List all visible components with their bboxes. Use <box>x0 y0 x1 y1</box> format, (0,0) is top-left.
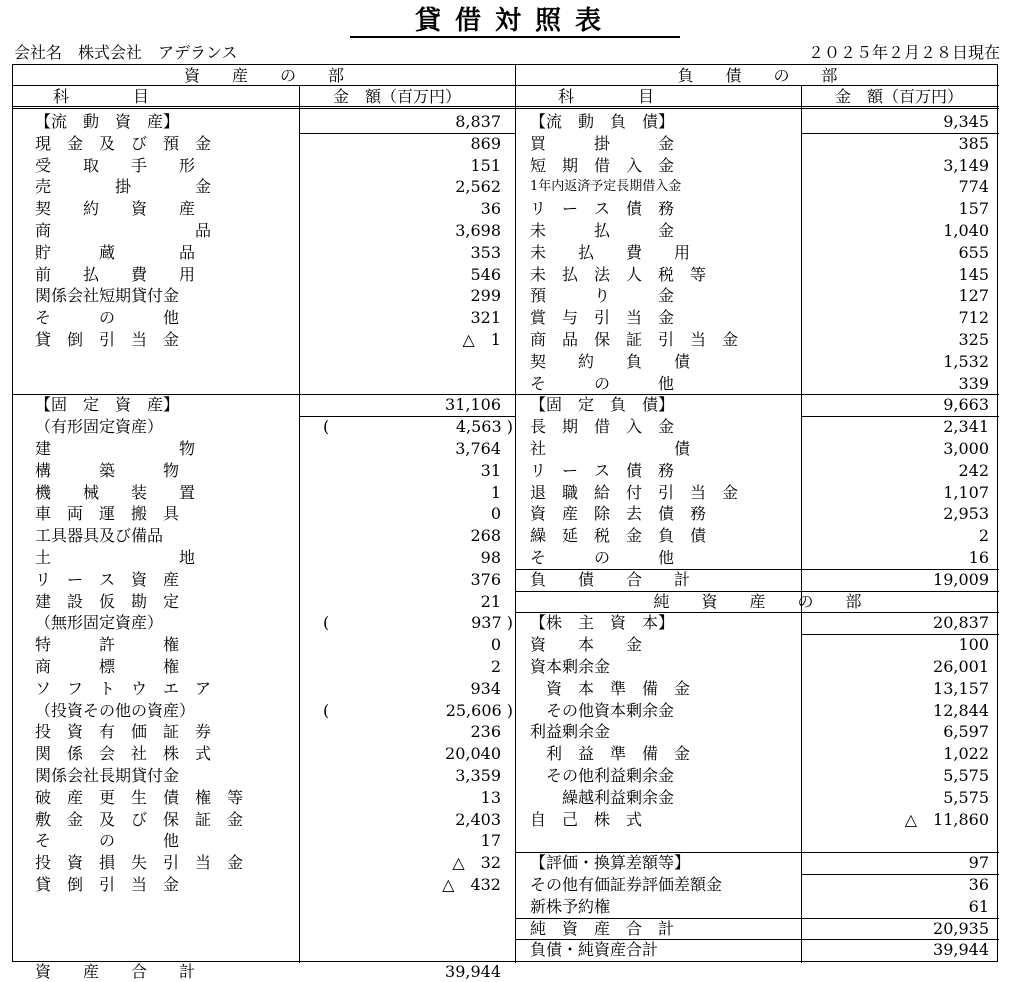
asset-row <box>13 198 515 219</box>
liability-row <box>516 460 999 481</box>
row-label: その他有価証券評価差額金 <box>530 875 723 894</box>
row-amount: △ 32 <box>452 853 501 873</box>
row-amount: 145 <box>958 264 989 284</box>
row-label: 投 資 損 失 引 当 金 <box>35 853 244 873</box>
row-amount: 2,953 <box>943 504 989 524</box>
row-amount: 242 <box>958 460 989 480</box>
row-amount: 3,000 <box>943 439 989 458</box>
asset-row <box>13 939 515 960</box>
row-label: 資 本 金 <box>530 635 643 655</box>
row-label: 純 資 産 の 部 <box>653 591 862 611</box>
assets-amount-header: 金 額（百万円） <box>333 87 462 106</box>
row-label: 関 係 会 社 株 式 <box>35 744 212 764</box>
balance-sheet-table <box>12 64 998 982</box>
asset-row <box>13 220 515 241</box>
row-label: 投 資 有 価 証 券 <box>35 722 212 742</box>
liability-row <box>516 809 999 830</box>
paren-open: ( <box>323 700 330 720</box>
row-label: 車 両 運 搬 具 <box>35 504 180 524</box>
row-label: 関係会社短期貸付金 <box>35 286 180 306</box>
asset-row <box>13 656 515 677</box>
row-amount: 321 <box>470 308 501 328</box>
row-amount: 16 <box>968 548 989 567</box>
row-label: 【株 主 資 本】 <box>530 613 675 633</box>
row-amount: 127 <box>958 286 989 306</box>
row-amount: △ 432 <box>442 875 501 894</box>
row-label: 預 り 金 <box>530 286 675 306</box>
row-label: その他利益剰余金 <box>530 766 675 785</box>
row-amount: 655 <box>958 242 989 262</box>
row-amount: 3,698 <box>455 221 501 240</box>
asset-row <box>13 569 515 590</box>
row-amount: 20,040 <box>445 744 501 764</box>
header-double-rule <box>13 106 999 109</box>
row-label: 1年内返済予定長期借入金 <box>530 179 682 195</box>
row-amount: 2 <box>978 526 989 546</box>
row-label: 長 期 借 入 金 <box>530 417 675 437</box>
row-label: 【固 定 資 産】 <box>35 395 180 415</box>
row-label: 工具器具及び備品 <box>35 526 164 546</box>
liability-row <box>516 765 999 786</box>
assets-total-top-rule <box>13 961 515 962</box>
liability-row <box>516 547 999 568</box>
row-amount: 353 <box>470 242 501 262</box>
liability-row <box>516 394 999 415</box>
row-label: 資 産 合 計 <box>35 962 196 982</box>
net-assets-header-rule <box>516 612 999 613</box>
row-label: 契 約 資 産 <box>35 199 196 219</box>
liability-row <box>516 307 999 328</box>
row-label: 貸 倒 引 当 金 <box>35 330 180 349</box>
row-amount: 19,009 <box>933 569 989 589</box>
row-amount: 9,345 <box>943 112 989 131</box>
liability-row <box>516 264 999 285</box>
row-amount: 1,532 <box>943 351 989 371</box>
row-amount: 1,107 <box>943 482 989 502</box>
asset-row <box>13 460 515 481</box>
row-amount: 97 <box>968 853 989 873</box>
asset-row <box>13 612 515 633</box>
row-amount: 937 ) <box>471 613 513 633</box>
liability-row <box>516 787 999 808</box>
row-amount: 26,001 <box>933 657 989 676</box>
row-amount: 100 <box>958 635 989 655</box>
row-label: 前 払 費 用 <box>35 264 196 284</box>
row-label: （有形固定資産） <box>35 417 164 437</box>
current-liab-total-rule <box>801 133 999 134</box>
asset-row <box>13 547 515 568</box>
row-label: 貯 蔵 品 <box>35 242 196 262</box>
row-label: 未 払 費 用 <box>530 242 691 262</box>
row-amount: 268 <box>470 526 501 546</box>
row-label: リ ー ス 資 産 <box>35 569 180 589</box>
row-label: （投資その他の資産） <box>35 700 196 720</box>
row-amount: 2 <box>490 657 501 676</box>
row-amount: 1 <box>490 482 501 502</box>
row-label: 機 械 装 置 <box>35 482 196 502</box>
asset-row <box>13 809 515 830</box>
row-label: （無形固定資産） <box>35 613 164 633</box>
liability-row <box>516 612 999 633</box>
row-label: 負債・純資産合計 <box>530 940 659 960</box>
row-amount: 3,149 <box>943 155 989 175</box>
row-label: ソ フ ト ウ エ ア <box>35 678 212 698</box>
row-amount: 546 <box>470 264 501 284</box>
asset-row <box>13 787 515 808</box>
asset-row <box>13 591 515 612</box>
fixed-assets-total-rule <box>299 416 515 417</box>
liability-row <box>516 482 999 503</box>
asset-row <box>13 438 515 459</box>
as-of-date: ２０２５年２月２８日現在 <box>807 43 1000 62</box>
row-amount: 325 <box>958 330 989 349</box>
row-label: 土 地 <box>35 548 196 567</box>
document-title: 貸借対照表 <box>350 6 680 38</box>
asset-row <box>13 176 515 197</box>
liability-row <box>516 939 999 960</box>
liability-row <box>516 591 999 612</box>
row-amount: 157 <box>958 199 989 219</box>
row-label: 商 標 権 <box>35 657 180 676</box>
company-name: 会社名 株式会社 アデランス <box>14 43 238 62</box>
liability-row <box>516 198 999 219</box>
row-label: 短 期 借 入 金 <box>530 155 675 175</box>
row-label: 敷 金 及 び 保 証 金 <box>35 809 244 829</box>
liability-row <box>516 155 999 176</box>
row-amount: 6,597 <box>943 722 989 742</box>
liability-row <box>516 285 999 306</box>
equity-total-rule <box>801 634 999 635</box>
row-amount: 299 <box>470 286 501 306</box>
row-label: 破 産 更 生 債 権 等 <box>35 787 244 807</box>
current-assets-total-rule <box>299 133 515 134</box>
row-label: 純 資 産 合 計 <box>530 918 675 938</box>
liabilities-amount-header: 金 額（百万円） <box>835 87 964 106</box>
row-label: 貸 倒 引 当 金 <box>35 875 180 894</box>
liab-total-top-rule <box>516 569 999 570</box>
row-label: その他資本剰余金 <box>530 700 675 720</box>
row-amount: 1,040 <box>943 221 989 240</box>
liability-row <box>516 525 999 546</box>
asset-row <box>13 852 515 873</box>
row-label: 【流 動 負 債】 <box>530 112 675 131</box>
liability-row <box>516 569 999 590</box>
asset-row <box>13 634 515 655</box>
asset-row <box>13 329 515 350</box>
liability-row <box>516 896 999 917</box>
liability-row <box>516 133 999 154</box>
asset-row <box>13 264 515 285</box>
asset-row <box>13 700 515 721</box>
liability-row <box>516 874 999 895</box>
row-label: 建 物 <box>35 439 196 458</box>
row-amount: 13,157 <box>933 678 989 698</box>
fixed-liab-total-rule <box>801 416 999 417</box>
asset-row <box>13 765 515 786</box>
row-label: 利益剰余金 <box>530 722 611 742</box>
row-amount: 39,944 <box>933 940 989 960</box>
row-amount: 236 <box>470 722 501 742</box>
row-amount: 339 <box>958 373 989 393</box>
asset-row <box>13 242 515 263</box>
asset-row <box>13 830 515 851</box>
asset-row <box>13 394 515 415</box>
net-assets-total-top-rule <box>516 918 999 919</box>
liability-row <box>516 656 999 677</box>
liability-row <box>516 176 999 197</box>
row-amount: 2,341 <box>943 417 989 437</box>
asset-row <box>13 503 515 524</box>
row-label: 新株予約権 <box>530 896 611 916</box>
asset-row <box>13 111 515 132</box>
asset-row <box>13 482 515 503</box>
row-label: 受 取 手 形 <box>35 155 196 175</box>
row-label: 【流 動 資 産】 <box>35 112 180 131</box>
liability-row <box>516 220 999 241</box>
fixed-assets-top-rule <box>13 394 515 395</box>
asset-row <box>13 373 515 394</box>
liability-row <box>516 678 999 699</box>
row-amount: 4,563 ) <box>455 417 513 437</box>
row-amount: 385 <box>958 133 989 153</box>
liability-row <box>516 918 999 939</box>
row-label: そ の 他 <box>530 548 675 567</box>
asset-row <box>13 155 515 176</box>
asset-row <box>13 285 515 306</box>
row-amount: △ 11,860 <box>904 809 989 829</box>
asset-row <box>13 961 515 982</box>
assets-section-header: 資 産 の 部 <box>183 66 344 85</box>
header-divider <box>13 85 999 86</box>
row-amount: 5,575 <box>943 766 989 785</box>
row-label: そ の 他 <box>35 831 180 851</box>
row-label: 【固 定 負 債】 <box>530 395 675 415</box>
liability-row <box>516 351 999 372</box>
row-amount: 31 <box>480 460 501 480</box>
liability-row <box>516 852 999 873</box>
row-label: 未 払 法 人 税 等 <box>530 264 707 284</box>
row-amount: 20,837 <box>933 613 989 633</box>
row-amount: 151 <box>470 155 501 175</box>
row-label: 建 設 仮 勘 定 <box>35 591 180 611</box>
row-amount: 17 <box>480 831 501 851</box>
row-amount: 0 <box>490 504 501 524</box>
row-amount: 36 <box>480 199 501 219</box>
liability-row <box>516 111 999 132</box>
row-amount: 0 <box>490 635 501 655</box>
row-label: 未 払 金 <box>530 221 675 240</box>
row-amount: 61 <box>968 896 989 916</box>
row-label: そ の 他 <box>530 373 675 393</box>
asset-row <box>13 525 515 546</box>
liabilities-subject-header: 科 目 <box>558 87 655 106</box>
valuation-top-rule <box>516 852 999 853</box>
row-amount: 869 <box>470 133 501 153</box>
liability-row <box>516 242 999 263</box>
row-label: 資本剰余金 <box>530 657 611 676</box>
row-label: 構 築 物 <box>35 460 180 480</box>
row-label: 商 品 <box>35 221 212 240</box>
liability-row <box>516 743 999 764</box>
row-label: 繰 延 税 金 負 債 <box>530 526 707 546</box>
row-label: 関係会社長期貸付金 <box>35 766 180 785</box>
row-amount: 21 <box>480 591 501 611</box>
row-amount: 39,944 <box>445 962 501 982</box>
liability-row <box>516 373 999 394</box>
row-label: 買 掛 金 <box>530 133 675 153</box>
assets-subject-header: 科 目 <box>53 87 150 106</box>
asset-row <box>13 743 515 764</box>
row-label: リ ー ス 債 務 <box>530 460 675 480</box>
row-label: 退 職 給 付 引 当 金 <box>530 482 739 502</box>
row-label: 社 債 <box>530 439 691 458</box>
grand-total-top-rule <box>516 939 999 940</box>
row-amount: 98 <box>480 548 501 567</box>
row-amount: 3,764 <box>455 439 501 458</box>
row-amount: 9,663 <box>943 395 989 415</box>
row-amount: 8,837 <box>455 112 501 131</box>
asset-row <box>13 133 515 154</box>
asset-row <box>13 721 515 742</box>
row-amount: 712 <box>958 308 989 328</box>
row-amount: △ 1 <box>462 330 501 349</box>
fixed-liab-top-rule <box>516 394 999 395</box>
row-amount: 12,844 <box>933 700 989 720</box>
row-label: 繰越利益剰余金 <box>530 787 675 807</box>
row-amount: 774 <box>958 177 989 197</box>
asset-row <box>13 351 515 372</box>
row-label: 商 品 保 証 引 当 金 <box>530 330 739 349</box>
row-amount: 3,359 <box>455 766 501 785</box>
row-amount: 934 <box>470 678 501 698</box>
liab-total-bottom-rule <box>516 591 999 592</box>
asset-row <box>13 918 515 939</box>
row-amount: 36 <box>968 875 989 894</box>
valuation-total-rule <box>801 874 999 875</box>
row-label: 売 掛 金 <box>35 177 212 197</box>
row-label: リ ー ス 債 務 <box>530 199 675 219</box>
liability-row <box>516 634 999 655</box>
liability-row <box>516 416 999 437</box>
row-amount: 376 <box>470 569 501 589</box>
row-amount: 13 <box>480 787 501 807</box>
asset-row <box>13 307 515 328</box>
liability-row <box>516 503 999 524</box>
row-label: 契 約 負 債 <box>530 351 691 371</box>
liability-row <box>516 830 999 851</box>
row-label: 賞 与 引 当 金 <box>530 308 675 328</box>
asset-row <box>13 678 515 699</box>
row-label: 利 益 準 備 金 <box>530 744 691 764</box>
asset-row <box>13 874 515 895</box>
row-label: 資 産 除 去 債 務 <box>530 504 707 524</box>
row-amount: 25,606 ) <box>445 700 513 720</box>
paren-open: ( <box>323 417 330 437</box>
asset-row <box>13 896 515 917</box>
asset-row <box>13 416 515 437</box>
row-label: そ の 他 <box>35 308 180 328</box>
row-amount: 2,562 <box>455 177 501 197</box>
liability-row <box>516 438 999 459</box>
row-label: 資 本 準 備 金 <box>530 678 691 698</box>
row-label: 特 許 権 <box>35 635 180 655</box>
row-label: 負 債 合 計 <box>530 569 691 589</box>
row-amount: 31,106 <box>445 395 501 415</box>
row-amount: 20,935 <box>933 918 989 938</box>
row-amount: 1,022 <box>943 744 989 764</box>
row-amount: 5,575 <box>943 787 989 807</box>
liability-row <box>516 329 999 350</box>
row-label: 【評価・換算差額等】 <box>530 853 691 873</box>
row-label: 現 金 及 び 預 金 <box>35 133 212 153</box>
row-amount: 2,403 <box>455 809 501 829</box>
liabilities-section-header: 負 債 の 部 <box>677 66 838 85</box>
row-label: 自 己 株 式 <box>530 809 643 829</box>
liability-row <box>516 700 999 721</box>
liability-row <box>516 721 999 742</box>
paren-open: ( <box>323 613 330 633</box>
